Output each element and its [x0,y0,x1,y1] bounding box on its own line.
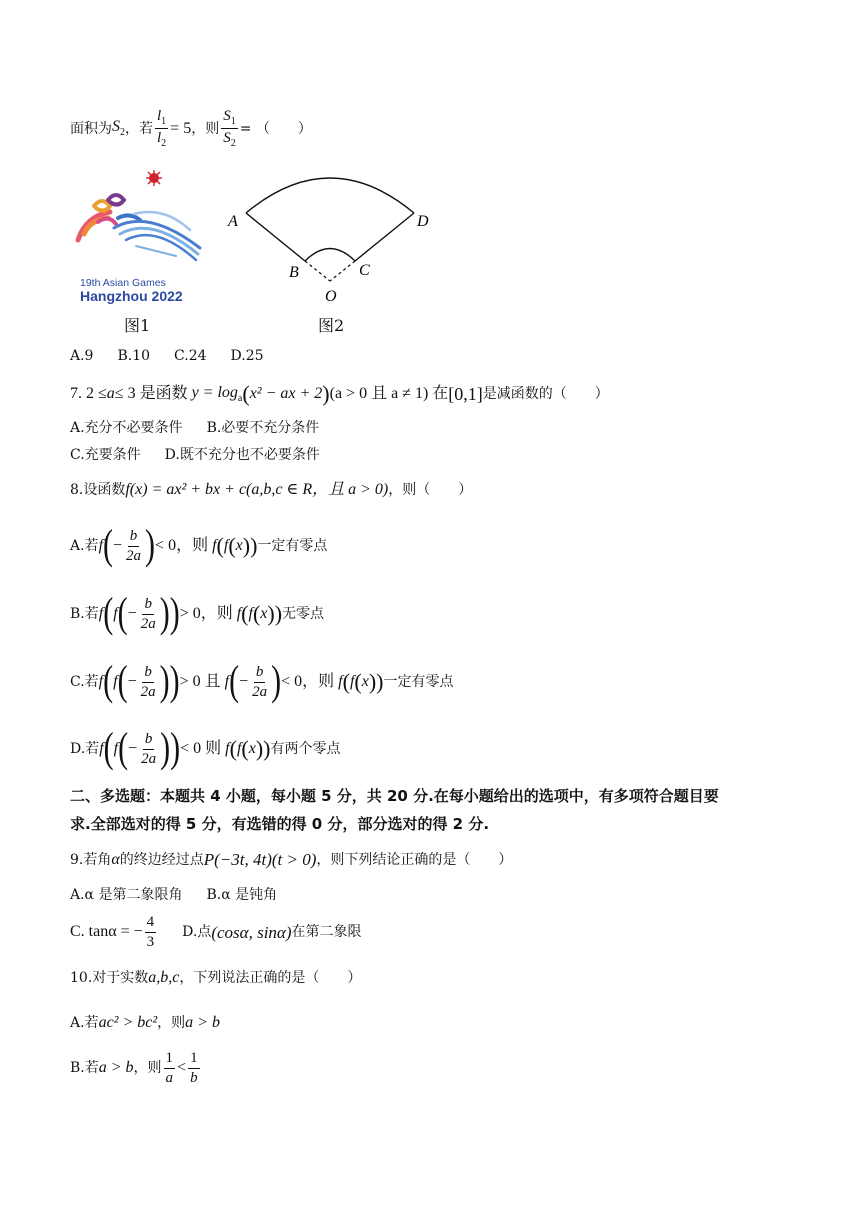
q7-option-d: D.既不充分也不必要条件 [164,447,320,463]
q8-d-post: 有两个零点 [270,741,341,757]
q8-c-post: 一定有零点 [383,674,454,690]
q8-c-mid2: < 0，则 [281,673,335,690]
q7-tail: 是减函数的（ ） [482,386,609,402]
q10-stem-b: ，下列说法正确的是（ ） [179,970,362,986]
q6-prefix: 面积为 [70,120,112,137]
q9-point: P(−3t, 4t)(t > 0) [203,850,317,869]
logo-emblem-icon [68,168,208,308]
logo-line1: 19th Asian Games [80,277,166,289]
q6-option-b: B.10 [117,348,151,364]
sector-diagram [225,168,435,308]
q7-stem-c: ≤ 3 是函数 [114,385,188,402]
fig2-caption: 图2 [318,316,345,335]
q8-option-d: D.若 f ( f ( − $\frac{b}{2a}$ ) ) < 0 则 f ( f ( x ) ) 有两个零点 [70,725,341,772]
q8-b-post: 无零点 [282,606,325,622]
q9-option-d-post: 在第二象限 [291,924,362,940]
q8-option-a: A.若 f ( − $\frac{b}{2a}$ ) < 0，则 f ( f ( x ) ) 一定有零点 [70,522,328,569]
q10-b-cond: a > b [98,1059,134,1076]
q9-option-d-pt: (cosα, sinα) [211,922,292,942]
q6-blank: = （ ） [239,120,312,137]
logo-line2: Hangzhou 2022 [80,288,183,304]
q6-comma: ，若 [125,120,153,137]
q7-func: $y = \log_a$ [191,383,243,404]
q8-stem-fx: f(x) = ax² + bx + c(a,b,c ∈ R，且 a > 0) [125,481,389,498]
q7-interval: [0,1] [448,384,483,404]
section2-line2: 求.全部选对的得 5 分，有选错的得 0 分，部分选对的得 2 分. [70,815,490,833]
q8-stem-tail: ，则（ ） [388,482,473,498]
q7-option-a: A.充分不必要条件 [70,420,183,436]
q7-option-b: B.必要不充分条件 [206,420,320,436]
q6-s-ratio: $\frac{S_1}{S_2}$ [223,108,236,149]
q9-stem-a: 9.若角 [70,851,112,868]
q8-a-pre: A.若 [70,538,99,554]
q10-b-lt: < [177,1059,187,1076]
q10-stem [70,970,361,986]
q6-option-d: D.25 [230,348,264,364]
q8-b-pre: B.若 [70,606,99,622]
q8-stem [70,482,472,498]
q10-a-ineq: ac² > bc² [98,1014,158,1031]
outer-arc [246,178,414,213]
dash-OB [305,261,330,281]
fig1-caption: 图1 [124,316,151,335]
q10-b-post: ，则 [133,1060,162,1076]
inner-arc [305,249,355,262]
q6-option-c: C.24 [174,348,207,364]
q8-d-pre: D.若 [70,741,100,757]
q8-option-c: C.若 f ( f ( − $\frac{b}{2a}$ ) ) > 0 且 f ( − $\frac{b}{2a}$ ) < 0，则 f ( f ( x ) ) 一定有零点 [70,658,454,705]
q8-a-post: 一定有零点 [257,538,328,554]
q9-alpha: α [111,850,120,868]
q8-c-mid: > 0 且 [179,673,221,690]
q9-stem [70,851,512,868]
q10-b-pre: B.若 [70,1060,99,1076]
q9-stem-c: ，则下列结论正确的是（ ） [316,851,513,868]
label-D: D [417,213,429,230]
q6-option-a: A.9 [70,348,94,364]
q8-c-pre: C.若 [70,674,99,690]
q8-d-mid: < 0 则 [180,740,222,757]
sector-figure [225,168,435,308]
label-O: O [325,288,337,305]
q8-b-mid: > 0，则 [179,605,233,622]
q7-stem-b: a [106,385,115,402]
label-A: A [228,213,238,230]
q10-a-post: ，则 [157,1015,186,1031]
q7-stem-a: 7. 2 ≤ [70,385,107,402]
asian-games-logo [68,168,208,308]
q6-then: ，则 [191,120,220,137]
q9-option-b: B.α 是钝角 [206,887,278,903]
label-C: C [359,262,370,279]
q7-stem: 7. 2 ≤ a ≤ 3 是函数 $y = \log_a$ ( x² − ax + 2 ) (a > 0 且 a ≠ 1) 在 [0,1] 是减函数的（ ） [70,381,609,406]
q9-stem-b: 的终边经过点 [119,851,204,868]
q7-options-row1 [70,421,319,435]
section2-line1: 二、多选题：本题共 4 小题，每小题 5 分，共 20 分.在每小题给出的选项中，有多项符合题目要 [70,787,719,805]
q6-stem [70,108,312,149]
q8-stem-a: 8.设函数 [70,482,126,498]
q6-options [70,349,264,363]
q9-option-d-pre: D.点 [182,924,212,940]
q6-l-ratio: $\frac{l_1}{l_2}$ [157,108,167,149]
segment-DC [355,213,414,261]
q6-s2: $S_2$ [112,118,125,138]
q10-vars: a,b,c [148,969,180,986]
q9-option-c: C. tanα = − $\frac{4}{3}$ [70,914,155,950]
q6-eq5: = 5 [170,119,192,137]
q7-cond: (a > 0 且 a ≠ 1) 在 [329,385,449,402]
q7-inner: x² − ax + 2 [249,385,323,402]
q9-options-row2 [70,914,362,950]
q10-stem-a: 10.对于实数 [70,970,149,986]
q7-options-row2 [70,448,320,462]
q10-option-b: B.若 a > b ，则 $\frac{1}{a}$ < $\frac{1}{b}$ [70,1050,198,1086]
q10-option-a [70,1015,220,1031]
q10-a-res: a > b [185,1014,220,1031]
q7-option-c: C.充要条件 [70,447,141,463]
q8-a-mid: < 0，则 [155,537,209,554]
segment-AB [246,213,305,261]
q9-option-a: A.α 是第二象限角 [70,887,183,903]
q10-a-pre: A.若 [70,1015,99,1031]
dash-OC [330,261,355,281]
q8-option-b: B.若 f ( f ( − $\frac{b}{2a}$ ) ) > 0，则 f ( f ( x ) ) 无零点 [70,590,325,637]
label-B: B [289,264,299,281]
q9-options-row1 [70,888,277,902]
